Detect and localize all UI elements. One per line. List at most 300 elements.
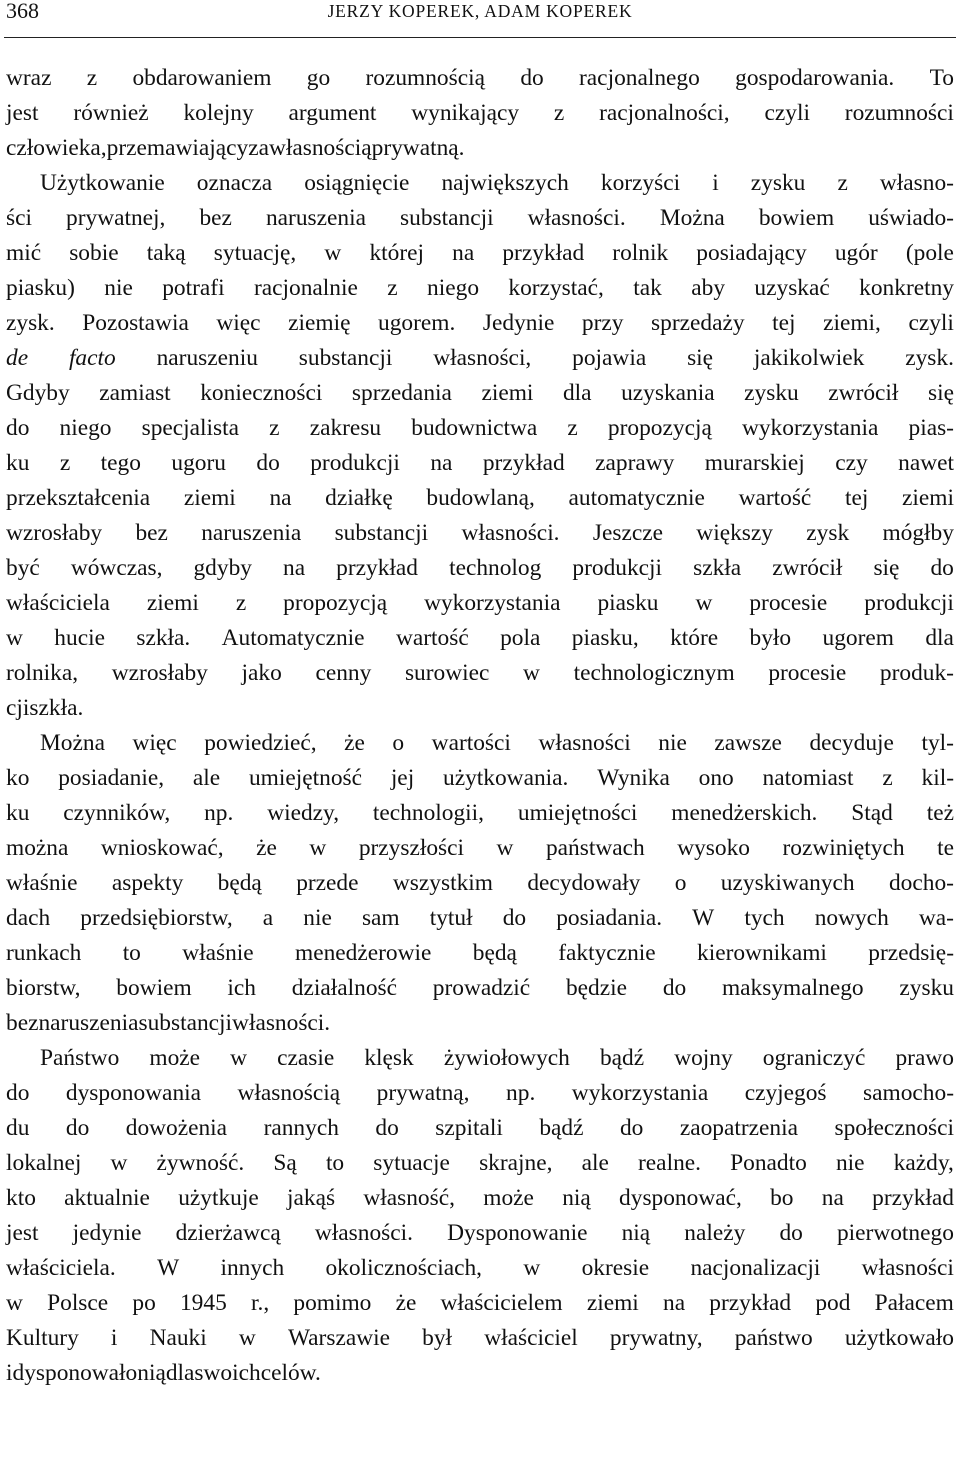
text-line bbox=[6, 1356, 954, 1391]
word: do bbox=[6, 415, 30, 441]
word: do bbox=[6, 1080, 30, 1106]
word: w bbox=[309, 835, 327, 861]
word: zysk bbox=[806, 520, 850, 546]
word: właśnie bbox=[182, 940, 254, 966]
word: wzrosłaby bbox=[6, 520, 103, 546]
word: że bbox=[395, 1290, 417, 1316]
word: dla bbox=[925, 625, 954, 651]
text-line bbox=[6, 1216, 954, 1251]
word: do bbox=[662, 975, 687, 1001]
word: też bbox=[926, 800, 954, 826]
word: i bbox=[110, 1325, 118, 1351]
word: technologii, bbox=[372, 800, 485, 826]
word: wówczas, bbox=[70, 555, 163, 581]
word: jej bbox=[390, 765, 415, 791]
word: rolnika, bbox=[6, 660, 79, 686]
word: gdyby bbox=[193, 555, 252, 581]
word: do bbox=[65, 1115, 90, 1141]
word: pias- bbox=[908, 415, 954, 441]
word: powiedzieć, bbox=[204, 730, 317, 756]
word: go bbox=[306, 65, 331, 91]
word: z bbox=[553, 100, 565, 126]
word: biorstw, bbox=[6, 975, 81, 1001]
word: piasku, bbox=[571, 625, 639, 651]
text-line bbox=[6, 341, 954, 376]
word: uzyskania bbox=[621, 380, 715, 406]
word: samocho- bbox=[863, 1080, 954, 1106]
word: do bbox=[619, 1115, 644, 1141]
word: ugorem. bbox=[378, 310, 456, 336]
word: do bbox=[502, 905, 527, 931]
word: kierownikami bbox=[697, 940, 827, 966]
word: wartość bbox=[738, 485, 812, 511]
word: murarskiej bbox=[704, 450, 805, 476]
word: ko bbox=[6, 765, 30, 791]
word: nacjonalizacji bbox=[690, 1255, 821, 1281]
word: w bbox=[6, 1290, 23, 1316]
text-line bbox=[6, 376, 954, 411]
word: dach bbox=[6, 905, 51, 931]
word: wiedzy, bbox=[267, 800, 340, 826]
word: naruszenia bbox=[265, 205, 366, 231]
word: szkła. bbox=[136, 625, 191, 651]
word: pod bbox=[815, 1290, 851, 1316]
text-line bbox=[6, 446, 954, 481]
body-text bbox=[6, 61, 954, 1391]
text-line bbox=[6, 1006, 954, 1041]
word: sam bbox=[361, 905, 400, 931]
word: wojny bbox=[674, 1045, 733, 1071]
word: menedżerskich. bbox=[671, 800, 818, 826]
text-line bbox=[6, 656, 954, 691]
word: w bbox=[324, 240, 342, 266]
word: bądź bbox=[599, 1045, 645, 1071]
word: prowadzić bbox=[432, 975, 531, 1001]
word: ziemi, bbox=[823, 310, 881, 336]
word: się bbox=[927, 380, 954, 406]
word: jakąś bbox=[287, 1185, 336, 1211]
text-line bbox=[6, 1251, 954, 1286]
word: wraz bbox=[6, 65, 52, 91]
word: uzyskiwanych bbox=[720, 870, 855, 896]
word: własności. bbox=[314, 1220, 413, 1246]
word: własnością bbox=[237, 1080, 341, 1106]
word: które bbox=[670, 625, 719, 651]
word: tej bbox=[844, 485, 869, 511]
word: Można bbox=[40, 730, 105, 756]
word: za bbox=[248, 135, 269, 161]
word: Warszawie bbox=[287, 1325, 390, 1351]
word: W bbox=[692, 905, 715, 931]
word: przedsię- bbox=[868, 940, 954, 966]
word: pola bbox=[500, 625, 541, 651]
word: pomimo bbox=[293, 1290, 372, 1316]
word: propozycją bbox=[283, 590, 388, 616]
word: ono bbox=[698, 765, 734, 791]
text-line bbox=[6, 726, 954, 761]
word: użytkuje bbox=[178, 1185, 259, 1211]
word: dysponowało bbox=[12, 1360, 138, 1386]
word: własności bbox=[538, 730, 631, 756]
word: ale bbox=[581, 1150, 609, 1176]
word: mić bbox=[6, 240, 42, 266]
word: zaprawy bbox=[595, 450, 675, 476]
word: do bbox=[930, 555, 954, 581]
text-line bbox=[6, 761, 954, 796]
word: ku bbox=[6, 450, 30, 476]
word: ugoru bbox=[171, 450, 226, 476]
word: wnioskować, bbox=[100, 835, 224, 861]
word: będą bbox=[472, 940, 517, 966]
word: był bbox=[422, 1325, 453, 1351]
text-line bbox=[6, 691, 954, 726]
word: posiadający bbox=[696, 240, 807, 266]
word: rozwiniętych bbox=[782, 835, 905, 861]
word: której bbox=[369, 240, 424, 266]
word: ugór bbox=[834, 240, 878, 266]
word: o bbox=[674, 870, 687, 896]
word: ziemi bbox=[902, 485, 954, 511]
word: de bbox=[6, 345, 29, 371]
word: umiejętność bbox=[248, 765, 362, 791]
word: produkcji bbox=[864, 590, 954, 616]
word: docho- bbox=[888, 870, 954, 896]
word: do bbox=[256, 450, 280, 476]
word: 1945 bbox=[179, 1290, 227, 1316]
word: przede bbox=[296, 870, 359, 896]
word: własności. bbox=[461, 520, 560, 546]
word: maksymalnego bbox=[721, 975, 864, 1001]
word: ku bbox=[6, 800, 30, 826]
word: w bbox=[110, 1150, 128, 1176]
word: cji bbox=[6, 695, 30, 721]
header-rule bbox=[4, 37, 956, 38]
word: społeczności bbox=[834, 1115, 954, 1141]
word: taką bbox=[146, 240, 186, 266]
word: tyl- bbox=[921, 730, 954, 756]
word: aby bbox=[691, 275, 726, 301]
word: hucie bbox=[54, 625, 105, 651]
word: nie bbox=[835, 1150, 865, 1176]
word: z bbox=[235, 590, 247, 616]
word: Automatycznie bbox=[221, 625, 365, 651]
word: zysku bbox=[750, 170, 806, 196]
word: ziemi bbox=[481, 380, 534, 406]
word: przy bbox=[581, 310, 624, 336]
word: do bbox=[375, 1115, 399, 1141]
text-line bbox=[6, 586, 954, 621]
word: ograniczyć bbox=[762, 1045, 866, 1071]
word: własności bbox=[861, 1255, 954, 1281]
word: na bbox=[663, 1290, 686, 1316]
word: było bbox=[749, 625, 792, 651]
word: przemawiający bbox=[106, 135, 249, 161]
word: więc bbox=[216, 310, 261, 336]
word: do bbox=[779, 1220, 803, 1246]
word: z bbox=[269, 415, 280, 441]
word: innych bbox=[220, 1255, 285, 1281]
text-line bbox=[6, 1041, 954, 1076]
word: jakikolwiek bbox=[753, 345, 865, 371]
word: substancji bbox=[400, 205, 494, 231]
word: może bbox=[149, 1045, 201, 1071]
word: w bbox=[230, 1045, 248, 1071]
word: czasie bbox=[277, 1045, 335, 1071]
word: w bbox=[695, 590, 713, 616]
word: procesie bbox=[749, 590, 828, 616]
word: ziemi bbox=[586, 1290, 639, 1316]
word: kto bbox=[6, 1185, 36, 1211]
word: nawet bbox=[898, 450, 954, 476]
word: pojawia bbox=[572, 345, 647, 371]
word: ści bbox=[6, 205, 32, 231]
word: ugorem bbox=[822, 625, 894, 651]
word: na bbox=[269, 485, 292, 511]
word: własność, bbox=[363, 1185, 455, 1211]
word: przykład bbox=[872, 1185, 954, 1211]
word: zysk. bbox=[6, 310, 55, 336]
word: Polsce bbox=[47, 1290, 109, 1316]
word: działkę bbox=[325, 485, 393, 511]
word: technolog bbox=[449, 555, 542, 581]
word: w bbox=[523, 1255, 541, 1281]
word: nią bbox=[621, 1220, 651, 1246]
word: umiejętności bbox=[517, 800, 638, 826]
word: w bbox=[496, 835, 514, 861]
word: przekształcenia bbox=[6, 485, 151, 511]
word: budownictwa bbox=[411, 415, 538, 441]
word: wartość bbox=[395, 625, 469, 651]
word: zwrócił bbox=[772, 555, 843, 581]
word: własnością bbox=[268, 135, 372, 161]
word: zysk. bbox=[905, 345, 954, 371]
word: Państwo bbox=[40, 1045, 120, 1071]
word: ich bbox=[227, 975, 256, 1001]
word: decyduje bbox=[809, 730, 894, 756]
word: W bbox=[157, 1255, 180, 1281]
text-line bbox=[6, 271, 954, 306]
word: racjonalności, bbox=[599, 100, 730, 126]
word: jedynie bbox=[72, 1220, 142, 1246]
word: do bbox=[520, 65, 544, 91]
word: zawsze bbox=[714, 730, 782, 756]
word: będzie bbox=[565, 975, 628, 1001]
word: Można bbox=[659, 205, 725, 231]
word: czyli bbox=[908, 310, 954, 336]
word: dowożenia bbox=[125, 1115, 228, 1141]
word: zysku bbox=[744, 380, 799, 406]
word: nie bbox=[658, 730, 687, 756]
word: osiągnięcie bbox=[304, 170, 410, 196]
word: mógłby bbox=[882, 520, 954, 546]
word: z bbox=[387, 275, 398, 301]
word: prywatny, bbox=[609, 1325, 703, 1351]
text-line bbox=[6, 971, 954, 1006]
text-line bbox=[6, 936, 954, 971]
text-line bbox=[6, 1286, 954, 1321]
word: substancji bbox=[138, 1010, 233, 1036]
word: okresie bbox=[581, 1255, 650, 1281]
word: bo bbox=[770, 1185, 794, 1211]
word: przykład bbox=[502, 240, 585, 266]
word: dla bbox=[165, 1360, 195, 1386]
text-line bbox=[6, 131, 954, 166]
word: użytkowało bbox=[844, 1325, 954, 1351]
word: decydowały bbox=[527, 870, 641, 896]
text-line bbox=[6, 1076, 954, 1111]
word: sytuacje bbox=[373, 1150, 450, 1176]
word: ziemi bbox=[183, 485, 236, 511]
word: prywatną, bbox=[376, 1080, 470, 1106]
word: niego bbox=[59, 415, 112, 441]
word: bez bbox=[135, 520, 168, 546]
word: rozumności bbox=[844, 100, 954, 126]
text-line bbox=[6, 516, 954, 551]
word: żywiołowych bbox=[443, 1045, 570, 1071]
word: zakresu bbox=[309, 415, 382, 441]
word: Nauki bbox=[149, 1325, 207, 1351]
word: swoich bbox=[194, 1360, 261, 1386]
word: automatycznie bbox=[568, 485, 705, 511]
word: być bbox=[6, 555, 40, 581]
word: wynikający bbox=[411, 100, 520, 126]
word: tego bbox=[100, 450, 141, 476]
word: aspekty bbox=[111, 870, 184, 896]
word: racjonalnego bbox=[579, 65, 700, 91]
text-line bbox=[6, 236, 954, 271]
word: tak bbox=[633, 275, 662, 301]
word: aktualnie bbox=[64, 1185, 150, 1211]
word: naruszeniu bbox=[156, 345, 258, 371]
word: jako bbox=[241, 660, 282, 686]
word: wysoko bbox=[677, 835, 750, 861]
text-line bbox=[6, 1181, 954, 1216]
word: po bbox=[132, 1290, 156, 1316]
text-line bbox=[6, 61, 954, 96]
word: faktycznie bbox=[558, 940, 656, 966]
word: Są bbox=[273, 1150, 297, 1176]
word: to bbox=[325, 1150, 345, 1176]
word: Jedynie bbox=[482, 310, 555, 336]
word: czynników, bbox=[63, 800, 171, 826]
word: wzrosłaby bbox=[111, 660, 208, 686]
word: facto bbox=[68, 345, 116, 371]
page-number: 368 bbox=[6, 0, 39, 23]
word: dla bbox=[562, 380, 592, 406]
word: właśnie bbox=[6, 870, 78, 896]
word: szpitali bbox=[435, 1115, 503, 1141]
word: menedżerowie bbox=[295, 940, 432, 966]
word: własności, bbox=[433, 345, 532, 371]
text-line bbox=[6, 1146, 954, 1181]
word: szkła bbox=[693, 555, 742, 581]
word: substancji bbox=[334, 520, 429, 546]
word: właścicielem bbox=[440, 1290, 563, 1316]
word: propozycją bbox=[607, 415, 712, 441]
word: np. bbox=[204, 800, 234, 826]
word: Pałacem bbox=[874, 1290, 954, 1316]
word: zamiast bbox=[99, 380, 171, 406]
word: gospodarowania. bbox=[735, 65, 895, 91]
word: kolejny bbox=[183, 100, 254, 126]
word: wszystkim bbox=[392, 870, 493, 896]
word: ziemi bbox=[146, 590, 199, 616]
word: przykład bbox=[336, 555, 419, 581]
word: natomiast bbox=[762, 765, 854, 791]
text-line bbox=[6, 96, 954, 131]
text-line bbox=[6, 621, 954, 656]
word: posiadanie, bbox=[58, 765, 165, 791]
word: posiadania. bbox=[556, 905, 663, 931]
word: oznacza bbox=[196, 170, 273, 196]
word: z bbox=[59, 450, 71, 476]
word: wykorzystania bbox=[741, 415, 879, 441]
word: produk- bbox=[879, 660, 954, 686]
word: konieczności bbox=[200, 380, 323, 406]
word: będą bbox=[217, 870, 262, 896]
word: może bbox=[483, 1185, 534, 1211]
word: prawo bbox=[895, 1045, 954, 1071]
word: nie bbox=[303, 905, 332, 931]
word: budowlaną, bbox=[426, 485, 535, 511]
word: uświado- bbox=[868, 205, 954, 231]
word: o bbox=[392, 730, 405, 756]
word: technologicznym bbox=[573, 660, 735, 686]
word: surowiec bbox=[404, 660, 490, 686]
word: korzyści bbox=[600, 170, 681, 196]
text-line bbox=[6, 866, 954, 901]
word: Pozostawia bbox=[82, 310, 189, 336]
word: produkcji bbox=[572, 555, 663, 581]
word: okolicznościach, bbox=[325, 1255, 483, 1281]
word: produkcji bbox=[310, 450, 400, 476]
word: To bbox=[929, 65, 954, 91]
word: jest bbox=[6, 1220, 39, 1246]
word: przykład bbox=[482, 450, 565, 476]
word: procesie bbox=[768, 660, 847, 686]
word: bez bbox=[6, 1010, 39, 1036]
word: wartości bbox=[431, 730, 511, 756]
word: największych bbox=[441, 170, 569, 196]
word: cenny bbox=[315, 660, 372, 686]
word: piasku bbox=[597, 590, 659, 616]
text-line bbox=[6, 831, 954, 866]
word: bowiem bbox=[758, 205, 835, 231]
word: tej bbox=[772, 310, 796, 336]
text-line bbox=[6, 1111, 954, 1146]
word: również bbox=[73, 100, 149, 126]
word: racjonalnie bbox=[253, 275, 358, 301]
text-line bbox=[6, 551, 954, 586]
word: z bbox=[837, 170, 848, 196]
text-line bbox=[6, 306, 954, 341]
word: człowieka, bbox=[6, 135, 107, 161]
word: sprzedaży bbox=[651, 310, 745, 336]
word: państwach bbox=[545, 835, 645, 861]
word: Ponadto bbox=[730, 1150, 807, 1176]
word: z bbox=[86, 65, 98, 91]
word: r., bbox=[250, 1290, 270, 1316]
word: można bbox=[6, 835, 69, 861]
word: Kultury bbox=[6, 1325, 79, 1351]
word: czyjegoś bbox=[744, 1080, 827, 1106]
word: i bbox=[6, 1360, 13, 1386]
word: tytuł bbox=[429, 905, 473, 931]
word: dzierżawcą bbox=[175, 1220, 281, 1246]
word: każdy, bbox=[893, 1150, 954, 1176]
word: zaopatrzenia bbox=[679, 1115, 798, 1141]
word: więc bbox=[132, 730, 177, 756]
